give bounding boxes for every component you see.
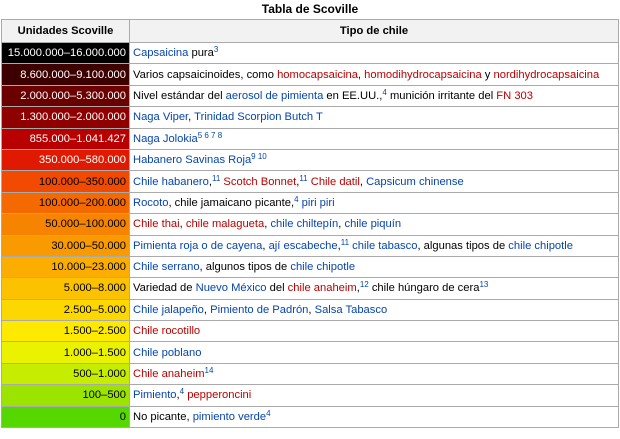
reference-link[interactable]: 11: [212, 173, 221, 183]
scoville-units-cell: 10.000–23.000: [2, 256, 130, 277]
scoville-units-cell: 30.000–50.000: [2, 235, 130, 256]
chile-link[interactable]: Chile rocotillo: [133, 325, 201, 338]
plain-text: Varios capsaicinoides, como: [133, 68, 278, 81]
chile-type-cell: [130, 256, 619, 277]
scoville-units-cell: 2.000.000–5.300.000: [2, 85, 130, 106]
chile-link[interactable]: Chile serrano: [133, 261, 200, 274]
chile-link[interactable]: Pimiento: [133, 389, 177, 402]
scoville-units-cell: 1.500–2.500: [2, 321, 130, 342]
plain-text: pura: [188, 47, 214, 60]
scoville-units-cell: 8.600.000–9.100.000: [2, 64, 130, 85]
plain-text: ,: [262, 239, 269, 252]
chile-link[interactable]: piri piri: [301, 196, 335, 209]
reference-link[interactable]: 9 10: [251, 152, 267, 162]
plain-text: , chile jamaicano picante,: [168, 196, 295, 209]
scoville-units-cell: 100.000–350.000: [2, 171, 130, 192]
chile-link[interactable]: Chile habanero: [133, 175, 209, 188]
scoville-units-cell: 50.000–100.000: [2, 214, 130, 235]
chile-link[interactable]: pepperoncini: [187, 389, 252, 402]
chile-link[interactable]: chile malagueta: [185, 218, 265, 231]
chile-type-cell: [130, 107, 619, 128]
chile-type-cell: [130, 299, 619, 320]
chile-link[interactable]: chile chipotle: [290, 261, 356, 274]
chile-link[interactable]: chile chipotle: [508, 239, 573, 252]
chile-link[interactable]: Chile jalapeño: [133, 303, 204, 316]
chile-type-cell: [130, 278, 619, 299]
plain-text: , algunos tipos de: [199, 261, 291, 274]
chile-type-cell: [130, 235, 619, 256]
table-row: [2, 299, 619, 320]
chile-link[interactable]: homodihydrocapsaicina: [364, 68, 482, 81]
plain-text: ,: [338, 218, 345, 231]
reference-link[interactable]: 4: [266, 408, 271, 418]
chile-link[interactable]: Habanero Savinas Roja: [133, 154, 252, 167]
plain-text: ,: [359, 175, 367, 188]
table-row: [2, 43, 619, 64]
chile-link[interactable]: homocapsaicina: [277, 68, 358, 81]
scoville-units-cell: 5.000–8.000: [2, 278, 130, 299]
scoville-units-cell: 500–1.000: [2, 363, 130, 384]
table-row: [2, 385, 619, 406]
reference-link[interactable]: 14: [204, 366, 214, 376]
chile-link[interactable]: chile tabasco: [352, 239, 418, 252]
chile-type-cell: [130, 321, 619, 342]
plain-text: Nivel estándar del: [133, 89, 226, 102]
table-row: [2, 406, 619, 427]
plain-text: ,: [296, 175, 300, 188]
chile-link[interactable]: Capsicum chinense: [366, 175, 464, 188]
plain-text: ,: [264, 218, 271, 231]
chile-link[interactable]: Pimiento de Padrón: [210, 303, 309, 316]
plain-text: en EE.UU.,: [323, 89, 383, 102]
chile-link[interactable]: Naga Viper: [133, 111, 189, 124]
header-row: [2, 20, 619, 43]
chile-link[interactable]: Rocoto: [133, 196, 169, 209]
header-type: Tipo de chile: [130, 20, 619, 43]
chile-link[interactable]: Pimienta roja o de cayena: [133, 239, 263, 252]
plain-text: ,: [208, 175, 212, 188]
chile-link[interactable]: FN 303: [496, 89, 533, 102]
chile-type-cell: [130, 171, 619, 192]
table-row: [2, 321, 619, 342]
plain-text: ,: [188, 111, 195, 124]
table-row: [2, 85, 619, 106]
scoville-units-cell: 1.300.000–2.000.000: [2, 107, 130, 128]
chile-type-cell: [130, 406, 619, 427]
chile-type-cell: [130, 214, 619, 235]
plain-text: chile húngaro de cera: [368, 282, 480, 295]
reference-link[interactable]: 4: [294, 194, 299, 204]
scoville-units-cell: 855.000–1.041.427: [2, 128, 130, 149]
chile-link[interactable]: Salsa Tabasco: [314, 303, 388, 316]
scoville-units-cell: 1.000–1.500: [2, 342, 130, 363]
chile-type-cell: [130, 85, 619, 106]
scoville-units-cell: 2.500–5.000: [2, 299, 130, 320]
chile-link[interactable]: Chile poblano: [133, 346, 202, 359]
chile-type-cell: [130, 385, 619, 406]
plain-text: ,: [356, 282, 360, 295]
reference-link[interactable]: 11: [299, 173, 308, 183]
table-row: [2, 64, 619, 85]
scoville-table: [1, 19, 619, 428]
reference-link[interactable]: 4: [382, 87, 387, 97]
plain-text: y: [481, 68, 494, 81]
chile-link[interactable]: ají escabeche: [268, 239, 338, 252]
plain-text: , algunas tipos de: [417, 239, 509, 252]
chile-link[interactable]: Capsaicina: [133, 47, 189, 60]
reference-link[interactable]: 4: [179, 387, 185, 397]
reference-link[interactable]: 12: [359, 280, 369, 290]
table-row: [2, 235, 619, 256]
chile-link[interactable]: Nuevo México: [195, 282, 267, 295]
table-row: [2, 128, 619, 149]
chile-link[interactable]: chile chiltepín: [270, 218, 339, 231]
chile-type-cell: [130, 64, 619, 85]
chile-link[interactable]: chile piquín: [344, 218, 402, 231]
scoville-units-cell: 100–500: [2, 385, 130, 406]
scoville-units-cell: 350.000–580.000: [2, 149, 130, 170]
plain-text: No picante,: [133, 410, 193, 423]
chile-link[interactable]: pimiento verde: [192, 410, 267, 423]
plain-text: ,: [179, 218, 186, 231]
table-row: [2, 107, 619, 128]
plain-text: ,: [337, 239, 341, 252]
chile-type-cell: [130, 363, 619, 384]
chile-link[interactable]: chile anaheim: [287, 282, 357, 295]
chile-link[interactable]: nordihydrocapsaicina: [493, 68, 600, 81]
table-row: [2, 171, 619, 192]
chile-type-cell: [130, 43, 619, 64]
chile-type-cell: [130, 149, 619, 170]
reference-link[interactable]: 5 6 7 8: [197, 130, 223, 140]
plain-text: ,: [308, 303, 315, 316]
table-caption: Tabla de Scoville: [261, 2, 359, 16]
scoville-units-cell: 100.000–200.000: [2, 192, 130, 213]
plain-text: ,: [176, 389, 180, 402]
plain-text: munición irritante del: [386, 89, 497, 102]
reference-link[interactable]: 11: [340, 237, 350, 247]
table-row: [2, 256, 619, 277]
chile-link[interactable]: Chile thai: [133, 218, 180, 231]
header-units: Unidades Scoville: [2, 20, 130, 43]
scoville-units-cell: 0: [2, 406, 130, 427]
chile-type-cell: [130, 128, 619, 149]
table-row: [2, 192, 619, 213]
chile-type-cell: [130, 192, 619, 213]
plain-text: Variedad de: [133, 282, 196, 295]
chile-type-cell: [130, 342, 619, 363]
plain-text: del: [266, 282, 288, 295]
chile-link[interactable]: aerosol de pimienta: [225, 89, 324, 102]
table-row: [2, 214, 619, 235]
table-row: [2, 363, 619, 384]
table-row: [2, 278, 619, 299]
chile-link[interactable]: Trinidad Scorpion Butch T: [194, 111, 323, 124]
table-row: [2, 149, 619, 170]
reference-link[interactable]: 13: [479, 280, 489, 290]
chile-link[interactable]: Chile anaheim: [133, 368, 205, 381]
plain-text: ,: [203, 303, 211, 316]
chile-link[interactable]: Naga Jolokia: [133, 132, 198, 145]
table-row: [2, 342, 619, 363]
scoville-units-cell: 15.000.000–16.000.000: [2, 43, 130, 64]
chile-link[interactable]: Scotch Bonnet: [223, 175, 297, 188]
reference-link[interactable]: 3: [213, 45, 219, 55]
chile-link[interactable]: Chile datil: [310, 175, 360, 188]
plain-text: ,: [357, 68, 365, 81]
